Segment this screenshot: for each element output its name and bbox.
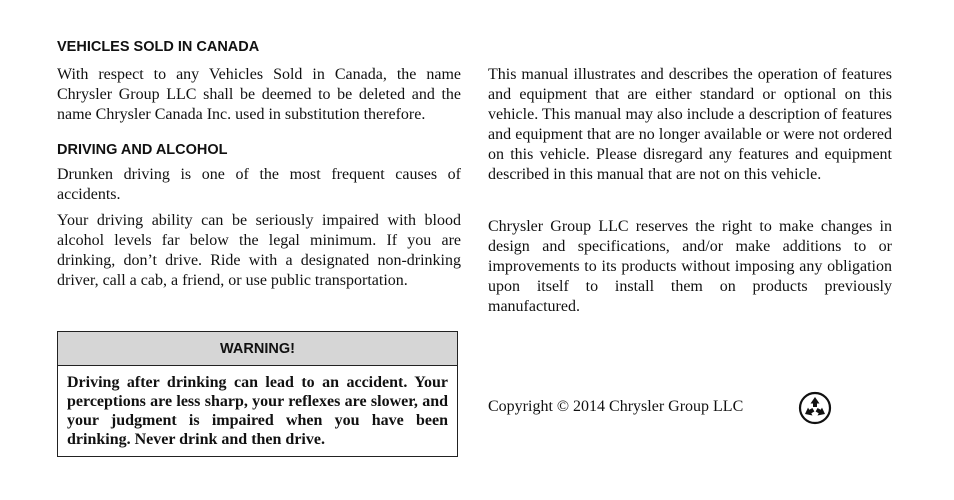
paragraph-manual-description: This manual illustrates and describes the operation of features and equipment that are either standard or optional on this vehicle. This manual may also include a description of features and equipment that are no longer available or were not ordered on this vehicle. Please disregard any features and equipment described in this manual that are not on this vehicle. (488, 66, 893, 183)
warning-title: WARNING! (58, 332, 457, 366)
heading-driving-and-alcohol: DRIVING AND ALCOHOL (57, 142, 228, 158)
heading-vehicles-sold-in-canada: VEHICLES SOLD IN CANADA (57, 39, 260, 55)
copyright-notice: Copyright © 2014 Chrysler Group LLC (488, 398, 744, 415)
paragraph-vehicles-sold-in-canada: With respect to any Vehicles Sold in Canada, the name Chrysler Group LLC shall be deemed to be deleted and the name Chrysler Canada Inc. used in substitution therefore. (57, 66, 461, 123)
warning-box (57, 331, 458, 457)
paragraph-drunken-driving: Drunken driving is one of the most frequent causes of accidents. (57, 166, 461, 203)
warning-text: Driving after drinking can lead to an accident. Your perceptions are less sharp, your reflexes are slower, and your judgment is impaired when you have been drinking. Never drink and then drive. (67, 374, 448, 448)
paragraph-driving-ability: Your driving ability can be seriously impaired with blood alcohol levels far below the legal minimum. If you are drinking, don’t drive. Ride with a designated non-drinking driver, call a cab, a friend, or use public transportation. (57, 212, 461, 289)
paragraph-reserves-right: Chrysler Group LLC reserves the right to make changes in design and specifications, and/or make additions to or improvements to its products without imposing any obligation upon itself to install them on products previously manufactured. (488, 218, 892, 315)
recycle-icon (798, 391, 832, 425)
